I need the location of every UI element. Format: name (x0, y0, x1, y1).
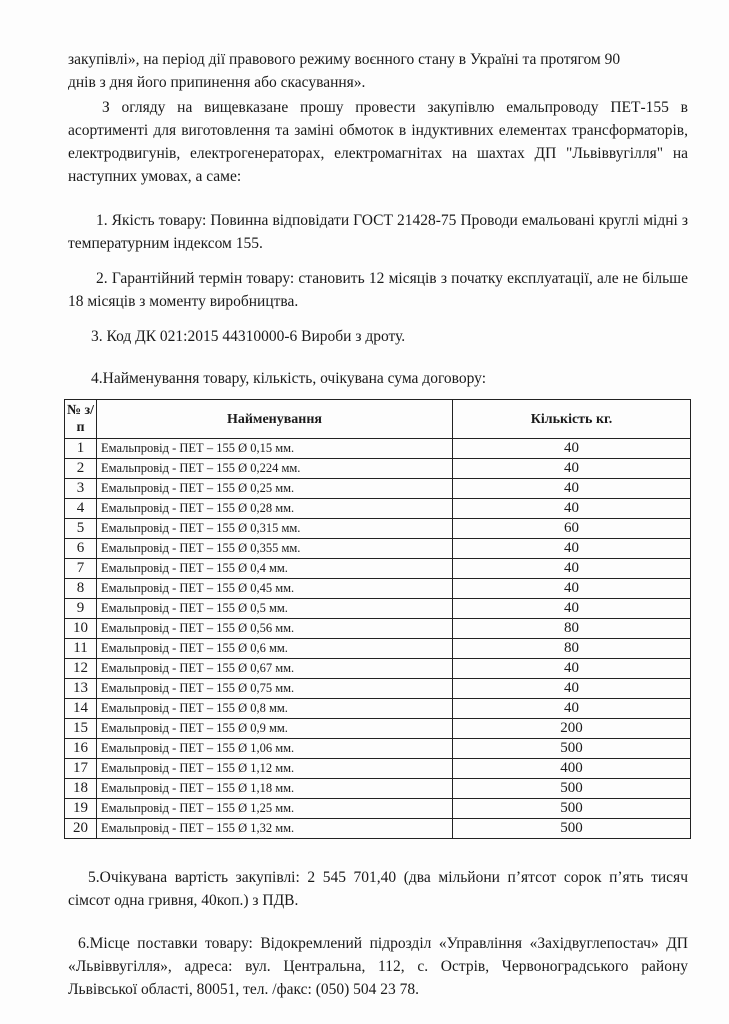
row-quantity: 40 (453, 599, 691, 619)
row-name: Емальпровід - ПЕТ – 155 Ø 0,315 мм. (97, 519, 453, 539)
row-number: 9 (65, 599, 97, 619)
row-name: Емальпровід - ПЕТ – 155 Ø 1,25 мм. (97, 799, 453, 819)
paragraph-request: З огляду на вищевказане прошу провести закупівлю емальпроводу ПЕТ-155 в асортименті для виготовлення та заміні обмоток в індуктивних елементах трансформаторів, електродвигунів, електрогенераторах, електромагнітах на шахтах ДП "Львіввугілля" на наступних умовах, а саме: (68, 99, 688, 185)
row-number: 8 (65, 579, 97, 599)
table-row (65, 499, 691, 519)
row-name: Емальпровід - ПЕТ – 155 Ø 1,12 мм. (97, 759, 453, 779)
table-row (65, 799, 691, 819)
header-qty: Кількість кг. (453, 400, 691, 439)
row-quantity: 40 (453, 439, 691, 459)
row-name: Емальпровід - ПЕТ – 155 Ø 0,6 мм. (97, 639, 453, 659)
table-row (65, 779, 691, 799)
row-quantity: 40 (453, 659, 691, 679)
row-quantity: 200 (453, 719, 691, 739)
row-number: 14 (65, 699, 97, 719)
table-header-row (65, 400, 691, 439)
table-row (65, 659, 691, 679)
paragraph-top-line-2: днів з дня його припинення або скасування». (68, 74, 366, 91)
table-row (65, 539, 691, 559)
row-quantity: 80 (453, 619, 691, 639)
row-quantity: 80 (453, 639, 691, 659)
table-row (65, 519, 691, 539)
row-name: Емальпровід - ПЕТ – 155 Ø 0,25 мм. (97, 479, 453, 499)
row-name: Емальпровід - ПЕТ – 155 Ø 0,4 мм. (97, 559, 453, 579)
table-row (65, 699, 691, 719)
row-number: 4 (65, 499, 97, 519)
row-name: Емальпровід - ПЕТ – 155 Ø 0,5 мм. (97, 599, 453, 619)
row-quantity: 400 (453, 759, 691, 779)
table-row (65, 479, 691, 499)
row-number: 16 (65, 739, 97, 759)
row-name: Емальпровід - ПЕТ – 155 Ø 0,355 мм. (97, 539, 453, 559)
row-quantity: 500 (453, 779, 691, 799)
row-name: Емальпровід - ПЕТ – 155 Ø 0,28 мм. (97, 499, 453, 519)
row-quantity: 60 (453, 519, 691, 539)
table-row (65, 679, 691, 699)
row-name: Емальпровід - ПЕТ – 155 Ø 0,75 мм. (97, 679, 453, 699)
row-quantity: 40 (453, 579, 691, 599)
row-quantity: 500 (453, 799, 691, 819)
paragraph-dk-code: 3. Код ДК 021:2015 44310000-6 Вироби з дроту. (91, 328, 406, 345)
paragraph-quality: 1. Якість товару: Повинна відповідати ГОСТ 21428-75 Проводи емальовані круглі мідні з температурним індексом 155. (68, 212, 688, 252)
row-number: 19 (65, 799, 97, 819)
table-row (65, 439, 691, 459)
row-name: Емальпровід - ПЕТ – 155 Ø 0,56 мм. (97, 619, 453, 639)
row-name: Емальпровід - ПЕТ – 155 Ø 1,06 мм. (97, 739, 453, 759)
row-number: 3 (65, 479, 97, 499)
row-number: 13 (65, 679, 97, 699)
row-number: 6 (65, 539, 97, 559)
row-quantity: 40 (453, 459, 691, 479)
row-number: 11 (65, 639, 97, 659)
row-number: 1 (65, 439, 97, 459)
row-name: Емальпровід - ПЕТ – 155 Ø 0,45 мм. (97, 579, 453, 599)
row-number: 5 (65, 519, 97, 539)
row-quantity: 500 (453, 739, 691, 759)
row-quantity: 40 (453, 479, 691, 499)
table-row (65, 619, 691, 639)
row-quantity: 40 (453, 699, 691, 719)
row-quantity: 40 (453, 539, 691, 559)
row-number: 10 (65, 619, 97, 639)
row-number: 15 (65, 719, 97, 739)
row-number: 2 (65, 459, 97, 479)
row-name: Емальпровід - ПЕТ – 155 Ø 0,67 мм. (97, 659, 453, 679)
paragraph-top-line-1: закупівлі», на період дії правового режиму воєнного стану в Україні та протягом 90 (68, 51, 621, 68)
table-row (65, 579, 691, 599)
row-number: 20 (65, 819, 97, 839)
table-row (65, 819, 691, 839)
table-row (65, 759, 691, 779)
row-name: Емальпровід - ПЕТ – 155 Ø 0,224 мм. (97, 459, 453, 479)
row-name: Емальпровід - ПЕТ – 155 Ø 0,15 мм. (97, 439, 453, 459)
goods-table (64, 399, 691, 839)
row-quantity: 500 (453, 819, 691, 839)
paragraph-expected-cost: 5.Очікувана вартість закупівлі: 2 545 701,40 (два мільйони п’ятсот сорок п’ять тисяч сімсот одна гривня, 40коп.) з ПДВ. (68, 869, 688, 909)
header-num: № з/п (65, 400, 97, 439)
row-number: 12 (65, 659, 97, 679)
paragraph-warranty: 2. Гарантійний термін товару: становить 12 місяців з початку експлуатації, але не більше 18 місяців з моменту виробництва. (68, 270, 688, 310)
row-name: Емальпровід - ПЕТ – 155 Ø 1,32 мм. (97, 819, 453, 839)
row-number: 17 (65, 759, 97, 779)
table-row (65, 719, 691, 739)
table-row (65, 459, 691, 479)
row-name: Емальпровід - ПЕТ – 155 Ø 1,18 мм. (97, 779, 453, 799)
row-number: 7 (65, 559, 97, 579)
header-name: Найменування (97, 400, 453, 439)
paragraph-goods-title: 4.Найменування товару, кількість, очікувана сума договору: (91, 370, 487, 387)
row-quantity: 40 (453, 679, 691, 699)
row-quantity: 40 (453, 559, 691, 579)
table-row (65, 599, 691, 619)
table-body (65, 439, 691, 839)
row-number: 18 (65, 779, 97, 799)
row-quantity: 40 (453, 499, 691, 519)
paragraph-delivery-place: 6.Місце поставки товару: Відокремлений підрозділ «Управління «Західвуглепостач» ДП «Львіввугілля», адреса: вул. Центральна, 112, с. Острів, Червоноградського району Львівської області, 80051, тел. /факс: (050) 504 23 78. (68, 935, 688, 998)
row-name: Емальпровід - ПЕТ – 155 Ø 0,9 мм. (97, 719, 453, 739)
table-row (65, 639, 691, 659)
row-name: Емальпровід - ПЕТ – 155 Ø 0,8 мм. (97, 699, 453, 719)
table-row (65, 739, 691, 759)
table-row (65, 559, 691, 579)
